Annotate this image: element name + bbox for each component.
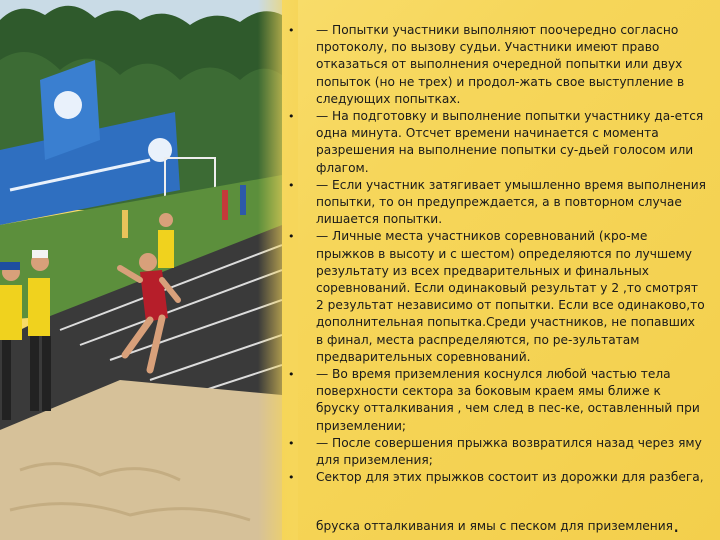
rules-list	[286, 22, 706, 486]
list-item: • — Если участник затягивает умышленно время выполнения попытки, то он предупреждается, а в повторном случае лишается попытки.	[286, 177, 706, 229]
rules-text	[286, 22, 706, 486]
background-athlete	[240, 185, 246, 215]
list-item: • Сектор для этих прыжков состоит из дорожки для разбега,	[286, 469, 706, 486]
list-item: • — На подготовку и выполнение попытки участнику да-ется одна минута. Отсчет времени начинается с момента разрешения на выполнение попытки су-дьей голосом или флагом.	[286, 108, 706, 177]
banner-logo	[54, 91, 82, 119]
long-jump-photo	[0, 0, 282, 540]
list-item: • — Во время приземления коснулся любой частью тела поверхности сектора за боковым краем ямы ближе к бруску отталкивания , чем след в пес-ке, оставленный при приземлении;	[286, 366, 706, 435]
trailing-text	[316, 513, 679, 537]
list-item: • — После совершения прыжка возвратился назад через яму для приземления;	[286, 435, 706, 469]
background-athlete	[222, 190, 228, 220]
list-item: • — Личные места участников соревнований (кро-ме прыжков в высоту и с шестом) определяются по лучшему результату из всех предварительных и финальных соревнований. Если одинаковый результат у 2 ,то смотрят 2 результат независимо от попытки. Если все одинаково,то дополнительная попытка.Среди участников, не попавших в финал, места распределяются, по ре-зультатам предварительных соревнований.	[286, 228, 706, 366]
background-athlete	[122, 210, 128, 238]
trailing-text-content: бруска отталкивания и ямы с песком для приземления	[316, 519, 673, 533]
photo-illustration	[0, 0, 282, 540]
trailing-dot: .	[672, 513, 680, 537]
list-item: • — Попытки участники выполняют поочередно согласно протоколу, по вызову судьи. Участники имеют право отказаться от выполнения очередной попытки или двух попыток (но не трех) и продол-жать свое выступление в следующих попытках.	[286, 22, 706, 108]
